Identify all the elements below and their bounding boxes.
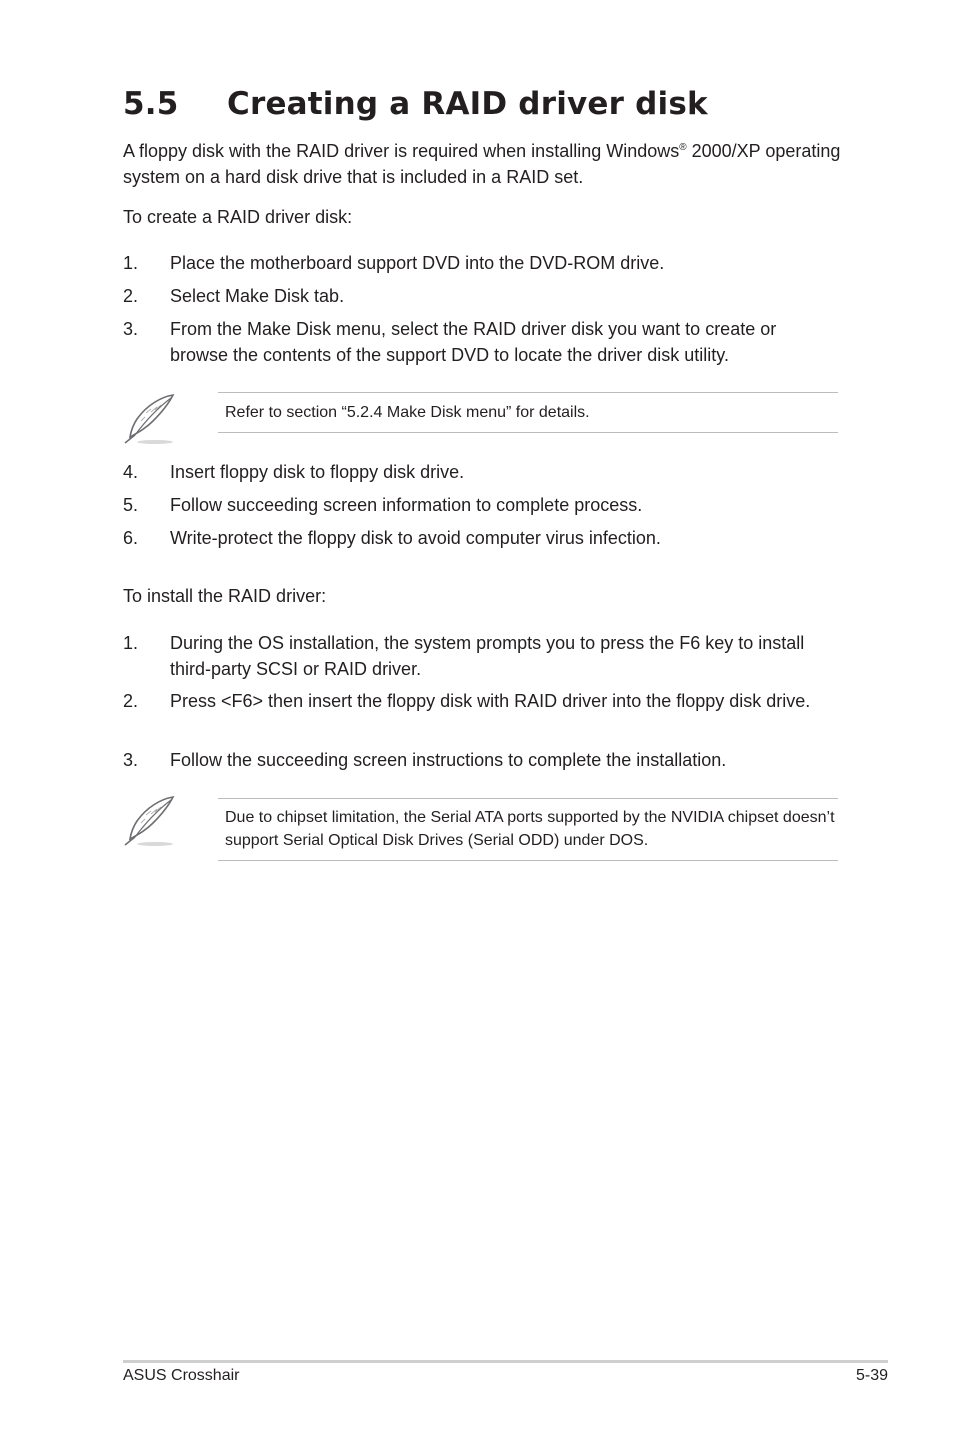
note-text: Due to chipset limitation, the Serial ATA ports supported by the NVIDIA chipset doesn’t support Serial Optical Disk Drives (Serial ODD) under DOS. [225,809,835,849]
list-item-number: 3. [123,750,139,770]
list-item-number: 4. [123,462,139,482]
list-item-number: 2. [123,691,139,711]
footer-product: ASUS Crosshair [123,1367,240,1384]
list-item-text: Insert floppy disk to floppy disk drive. [170,462,465,482]
note-rule-bottom [218,860,838,861]
note-rule-top [218,392,838,393]
list-item-text: Write-protect the floppy disk to avoid computer virus infection. [170,528,661,548]
note-rule-bottom [218,432,838,433]
feather-note-icon [121,795,177,847]
section-heading [123,86,708,122]
create-heading: To create a RAID driver disk: [123,207,353,227]
intro-text: A floppy disk with the RAID driver is required when installing Windows [123,141,680,161]
list-item-text: Press <F6> then insert the floppy disk with RAID driver into the floppy disk drive. [170,691,811,711]
install-heading: To install the RAID driver: [123,586,327,606]
feather-note-icon [121,393,177,445]
list-item-number: 6. [123,528,139,548]
section-number: 5.5 [123,86,179,122]
registered-mark: ® [679,142,687,153]
intro-paragraph [123,138,843,190]
footer-rule [123,1360,888,1363]
list-item-number: 1. [123,633,139,653]
note-rule-top [218,798,838,799]
list-item-text: Follow succeeding screen information to complete process. [170,495,643,515]
intro-text-cont: 2000/XP operating system on a hard disk drive that is included in a RAID set. [123,141,841,187]
list-item-text: Select Make Disk tab. [170,286,345,306]
list-item-number: 5. [123,495,139,515]
list-item-text: Follow the succeeding screen instructions to complete the installation. [170,750,727,770]
list-item-number: 2. [123,286,139,306]
list-item-text: During the OS installation, the system prompts you to press the F6 key to install third-party SCSI or RAID driver. [170,633,805,679]
section-title: Creating a RAID driver disk [227,86,708,122]
page-number: 5-39 [855,1367,888,1384]
list-item-number: 3. [123,319,139,339]
list-item-text: From the Make Disk menu, select the RAID driver disk you want to create or browse the contents of the support DVD to locate the driver disk utility. [170,319,777,365]
note-text: Refer to section “5.2.4 Make Disk menu” for details. [225,404,590,421]
list-item-number: 1. [123,253,139,273]
list-item-text: Place the motherboard support DVD into the DVD-ROM drive. [170,253,665,273]
